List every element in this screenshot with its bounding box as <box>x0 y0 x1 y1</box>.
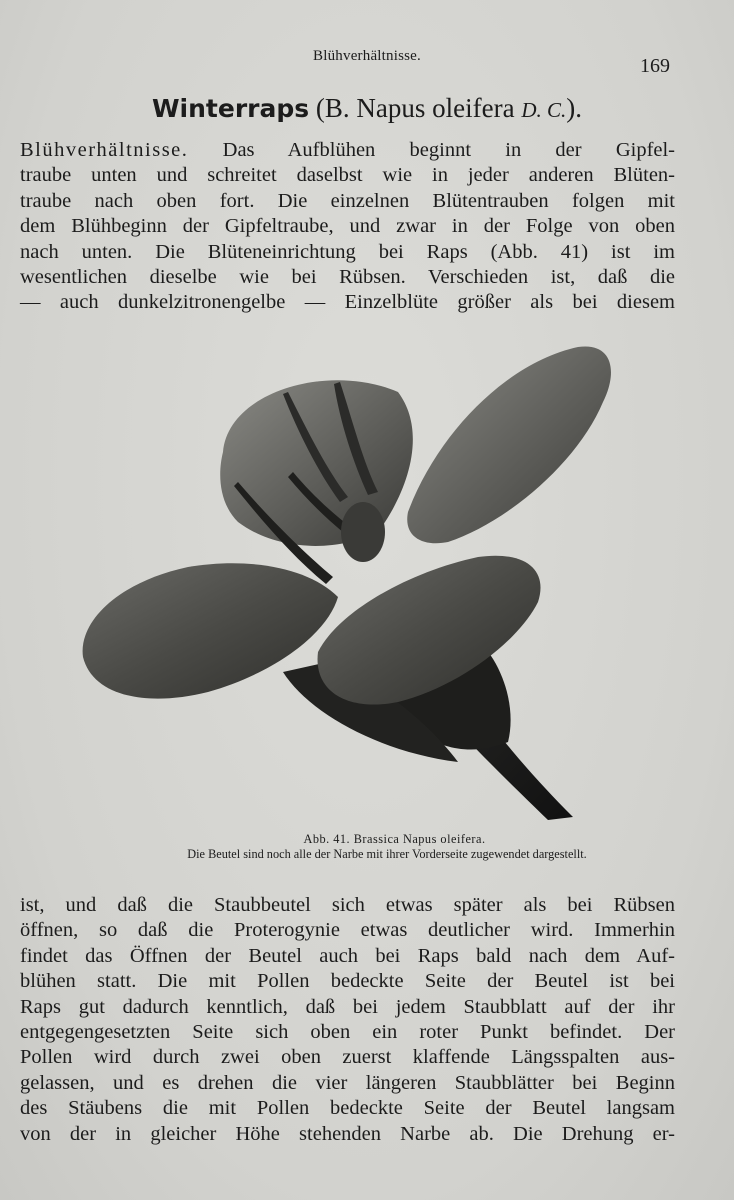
paragraph-2-line-4: Raps gut dadurch kenntlich, daß bei jedem Staubblatt auf der ihr <box>20 995 675 1018</box>
paragraph-2 <box>20 893 675 1147</box>
paragraph-2-line-0: ist, und daß die Staubbeutel sich etwas später als bei Rübsen <box>20 894 675 916</box>
paragraph-2-line-1: öffnen, so daß die Proterogynie etwas deutlicher wird. Immerhin <box>20 919 675 942</box>
paragraph-1-line-4: nach unten. Die Blüteneinrichtung bei Raps (Abb. 41) ist im <box>20 240 675 263</box>
figure-caption-note: Die Beutel sind noch alle der Narbe mit ihrer Vorderseite zugewendet dargestellt. <box>187 847 587 861</box>
petal-top-right-shape <box>407 346 611 543</box>
paragraph-lead: Blühverhältnisse. <box>20 139 189 161</box>
title-latin: (B. Napus oleifera <box>315 93 515 123</box>
title-authority: D. C. <box>521 98 567 122</box>
paragraph-1 <box>20 138 675 316</box>
petal-center-shape <box>318 556 541 705</box>
paragraph-2-line-9: von der in gleicher Höhe stehenden Narbe ab. Die Drehung er- <box>20 1122 675 1145</box>
pistil-shape <box>341 502 385 562</box>
page-number: 169 <box>640 55 670 77</box>
title-close: ). <box>566 93 583 123</box>
paragraph-2-line-3: blühen statt. Die mit Pollen bedeckte Seite der Beutel ist bei <box>20 970 675 993</box>
paragraph-1-line-5: wesentlichen dieselbe wie bei Rübsen. Verschieden ist, daß die <box>20 266 675 289</box>
section-title <box>0 93 734 124</box>
paragraph-2-line-2: findet das Öffnen der Beutel auch bei Raps bald nach dem Auf- <box>20 944 675 967</box>
paragraph-2-line-7: gelassen, und es drehen die vier längeren Staubblätter bei Beginn <box>20 1071 675 1094</box>
paragraph-1-line-2: traube nach oben fort. Die einzelnen Blütentrauben folgen mit <box>20 189 675 212</box>
flower-illustration <box>78 322 623 820</box>
paragraph-2-line-5: entgegengesetzten Seite sich oben ein roter Punkt befindet. Der <box>20 1021 675 1044</box>
title-main: Winterraps <box>151 94 310 123</box>
paragraph-1-line-0: Blühverhältnisse. Das Aufblühen beginnt in der Gipfel- <box>20 139 676 161</box>
paragraph-1-line-3: dem Blühbeginn der Gipfeltraube, und zwar in der Folge von oben <box>20 215 675 238</box>
paragraph-2-line-6: Pollen wird durch zwei oben zuerst klaffende Längsspalten aus- <box>20 1046 675 1069</box>
running-head: Blühverhältnisse. <box>313 48 421 64</box>
figure-caption <box>0 832 734 862</box>
paragraph-2-line-8: des Stäubens die mit Pollen bedeckte Seite der Beutel langsam <box>20 1097 675 1120</box>
paragraph-1-line-1: traube unten und schreitet daselbst wie in jeder anderen Blüten- <box>20 164 675 187</box>
figure-caption-title: Abb. 41. Brassica Napus oleifera. <box>303 832 486 846</box>
paragraph-1-line-6: — auch dunkelzitronengelbe — Einzelblüte größer als bei diesem <box>20 291 675 314</box>
